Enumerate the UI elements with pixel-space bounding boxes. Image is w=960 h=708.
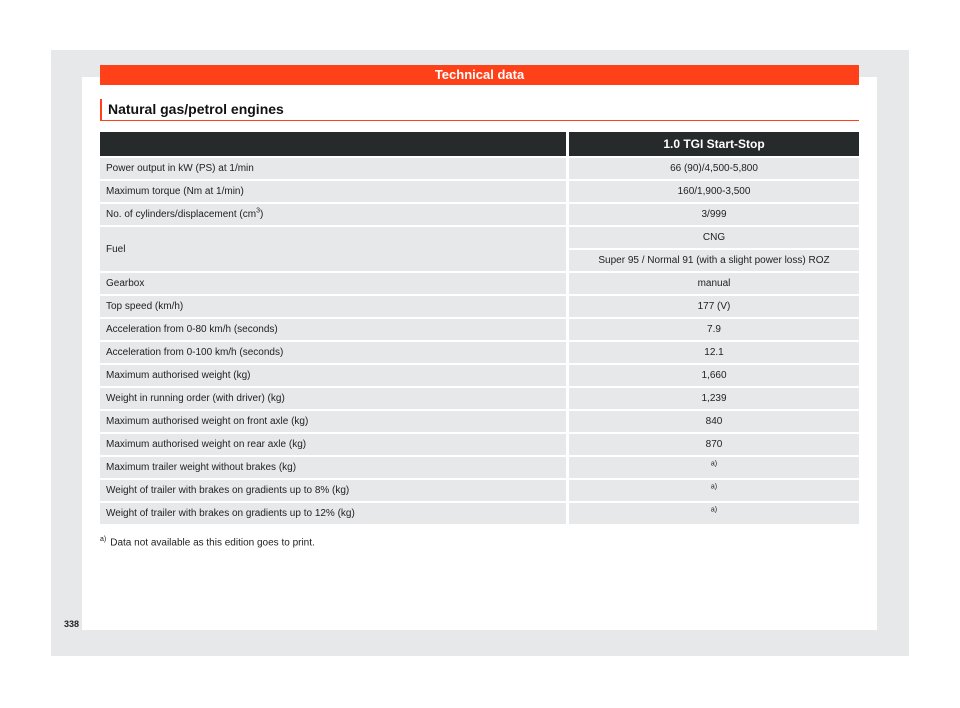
row-label: Gearbox (100, 273, 569, 294)
row-value: 1,660 (569, 365, 859, 386)
table-header-row (100, 132, 859, 156)
row-label-text: No. of cylinders/displacement (cm (106, 209, 257, 220)
superscript: 3 (256, 207, 260, 215)
table-header-empty (100, 132, 569, 156)
row-label: Fuel (100, 227, 569, 271)
row-value: 840 (569, 411, 859, 432)
row-value (569, 457, 859, 478)
page-number: 338 (64, 619, 80, 629)
table-row (100, 457, 859, 478)
row-value: manual (569, 273, 859, 294)
row-value: CNG (569, 227, 859, 248)
row-label: Acceleration from 0-80 km/h (seconds) (100, 319, 569, 340)
footnote-reference: a) (710, 506, 718, 514)
row-value: 3/999 (569, 204, 859, 225)
table-row (100, 480, 859, 501)
row-value: 12.1 (569, 342, 859, 363)
row-value (569, 480, 859, 501)
row-label: Maximum authorised weight on front axle (kg) (100, 411, 569, 432)
row-label: Maximum torque (Nm at 1/min) (100, 181, 569, 202)
table-row (100, 227, 859, 248)
row-value: 160/1,900-3,500 (569, 181, 859, 202)
row-label: Maximum authorised weight (kg) (100, 365, 569, 386)
row-label: Weight in running order (with driver) (kg) (100, 388, 569, 409)
chapter-header: Technical data (100, 65, 859, 85)
row-label: Acceleration from 0-100 km/h (seconds) (100, 342, 569, 363)
row-label: Weight of trailer with brakes on gradients up to 8% (kg) (100, 480, 569, 501)
row-label (100, 204, 569, 225)
table-row (100, 388, 859, 409)
table-row (100, 503, 859, 524)
table-row (100, 204, 859, 225)
footnote-mark: a) (100, 536, 107, 543)
table-row (100, 319, 859, 340)
table-row (100, 296, 859, 317)
footnote (100, 536, 315, 548)
table-row (100, 434, 859, 455)
spec-table (100, 130, 859, 526)
row-label: Top speed (km/h) (100, 296, 569, 317)
row-label: Maximum authorised weight on rear axle (kg) (100, 434, 569, 455)
footnote-text: Data not available as this edition goes to print. (110, 537, 315, 549)
row-value: 177 (V) (569, 296, 859, 317)
table-header-engine: 1.0 TGI Start-Stop (569, 132, 859, 156)
row-value: 66 (90)/4,500-5,800 (569, 158, 859, 179)
table-row (100, 411, 859, 432)
row-value (569, 503, 859, 524)
row-label: Maximum trailer weight without brakes (kg) (100, 457, 569, 478)
table-row (100, 181, 859, 202)
row-value: 7.9 (569, 319, 859, 340)
row-value: 870 (569, 434, 859, 455)
table-row (100, 158, 859, 179)
footnote-reference: a) (710, 460, 718, 468)
table-row (100, 342, 859, 363)
row-label: Power output in kW (PS) at 1/min (100, 158, 569, 179)
table-row (100, 365, 859, 386)
row-label-end: ) (259, 209, 264, 220)
table-row (100, 273, 859, 294)
row-value: Super 95 / Normal 91 (with a slight power loss) ROZ (569, 250, 859, 271)
section-title: Natural gas/petrol engines (100, 99, 859, 121)
row-label: Weight of trailer with brakes on gradients up to 12% (kg) (100, 503, 569, 524)
footnote-reference: a) (710, 483, 718, 491)
row-value: 1,239 (569, 388, 859, 409)
